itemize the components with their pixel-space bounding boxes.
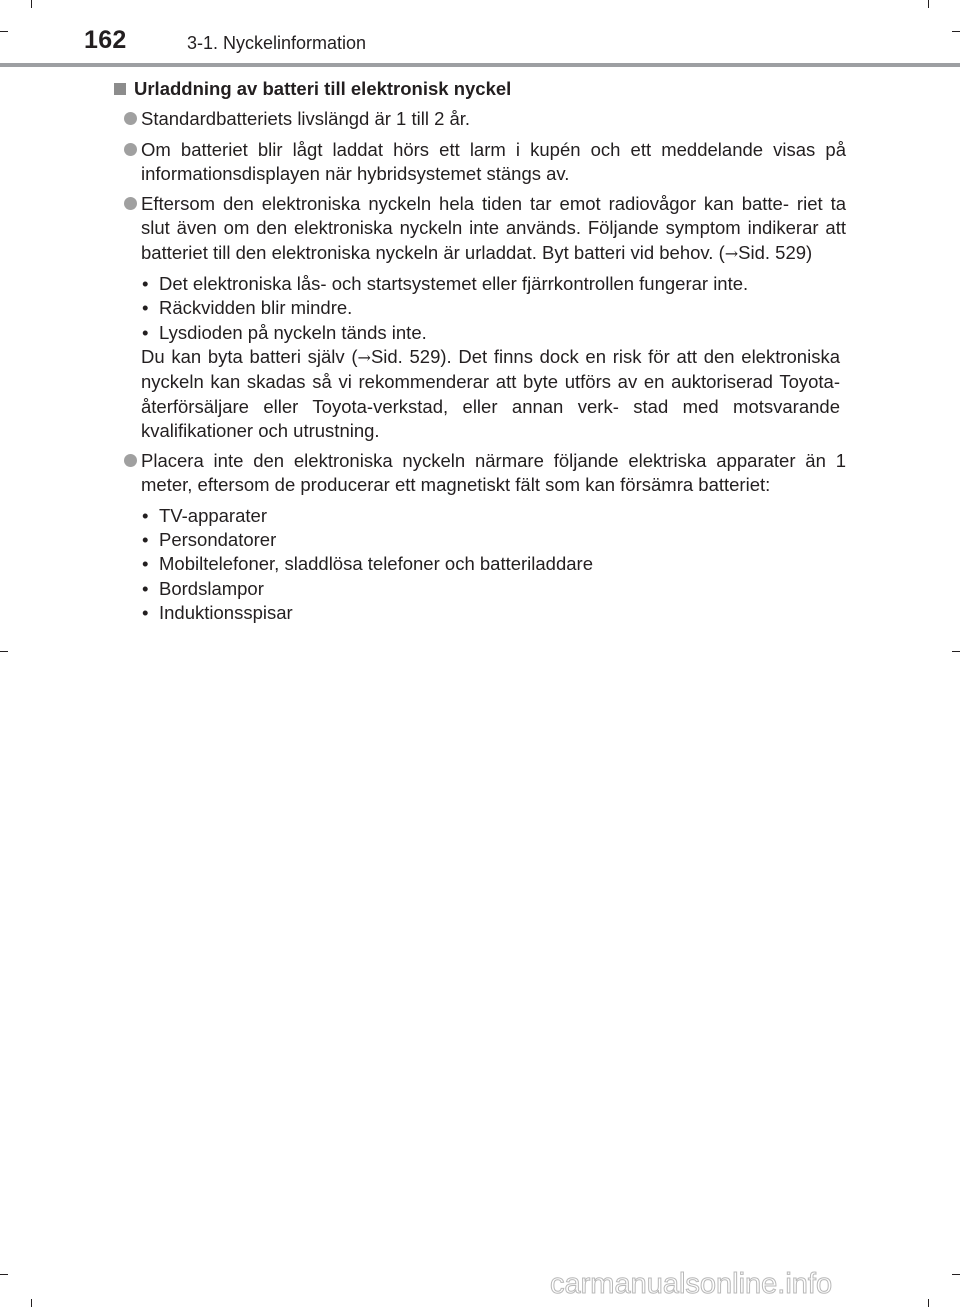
circle-bullet-icon — [124, 454, 137, 467]
crop-mark — [0, 1274, 8, 1275]
chapter-title: 3-1. Nyckelinformation — [187, 33, 367, 53]
dot-bullet-icon: • — [142, 504, 149, 526]
section-heading-text: Urladdning av batteri till elektronisk nyckel — [134, 78, 512, 99]
crop-mark — [928, 0, 929, 8]
dot-bullet-icon: • — [142, 577, 149, 599]
list-item-text: Eftersom den elektroniska nyckeln hela tiden tar emot radiovågor kan batte- riet ta slut även om den elektroniska nyckeln inte används. Följande symptom indikerar att batteriet till den elektroniska nyckeln är urladdat. Byt batteri vid behov. (→Sid. 529) — [141, 193, 846, 263]
list-item — [113, 107, 846, 131]
arrow-right-icon: → — [724, 243, 739, 263]
list-item-text: Placera inte den elektroniska nyckeln närmare följande elektriska apparater än 1 meter, eftersom de producerar ett magnetiskt fält som kan försämra batteriet: — [141, 450, 846, 496]
crop-mark — [0, 651, 8, 652]
section-heading — [113, 77, 846, 101]
crop-mark — [31, 1299, 32, 1307]
watermark — [548, 1266, 952, 1302]
dot-bullet-icon: • — [142, 297, 149, 319]
crop-mark — [952, 1274, 960, 1275]
list-item — [113, 449, 846, 625]
crop-mark — [0, 31, 8, 32]
sub-list-item: • Persondatorer — [141, 528, 846, 552]
sub-list-item: • Bordslampor — [141, 577, 846, 601]
dot-bullet-icon: • — [142, 553, 149, 575]
dot-bullet-icon: • — [142, 601, 149, 623]
list-item — [113, 192, 846, 443]
sub-list-item: • Lysdioden på nyckeln tänds inte. — [141, 321, 846, 345]
page-number: 162 — [84, 26, 127, 54]
crop-mark — [952, 31, 960, 32]
square-bullet-icon — [114, 83, 126, 95]
watermark-text: carmanualsonline.info — [550, 1268, 833, 1300]
appliance-list — [141, 504, 846, 625]
page-content — [113, 77, 846, 631]
circle-bullet-icon — [124, 197, 137, 210]
dot-bullet-icon: • — [142, 321, 149, 343]
list-item-text: Standardbatteriets livslängd är 1 till 2 år. — [141, 108, 471, 130]
dot-bullet-icon: • — [142, 273, 149, 295]
symptom-list — [141, 272, 846, 345]
sub-list-item: • Det elektroniska lås- och startsystemet eller fjärrkontrollen fungerar inte. — [141, 272, 846, 296]
header-rule — [0, 63, 960, 67]
sub-list-item: • TV-apparater — [141, 504, 846, 528]
crop-mark — [952, 651, 960, 652]
list-item-text: Om batteriet blir lågt laddat hörs ett larm i kupén och ett meddelande visas på informationsdisplayen när hybridsystemet stängs av. — [141, 138, 846, 184]
sub-list-item: • Räckvidden blir mindre. — [141, 296, 846, 320]
dot-bullet-icon: • — [142, 529, 149, 551]
sub-list-item: • Induktionsspisar — [141, 601, 846, 625]
arrow-right-icon: → — [357, 347, 371, 367]
crop-mark — [31, 0, 32, 8]
sub-list-item: • Mobiltelefoner, sladdlösa telefoner och batteriladdare — [141, 552, 846, 576]
list-item — [113, 138, 846, 187]
circle-bullet-icon — [124, 143, 137, 156]
circle-bullet-icon — [124, 112, 137, 125]
note-paragraph: Du kan byta batteri själv (→Sid. 529). Det finns dock en risk för att den elektroniska nyckeln kan skadas så vi rekommenderar att byte utförs av en auktoriserad Toyota-återförsäljare eller Toyota-verkstad, eller annan verk- stad med motsvarande kvalifikationer och utrustning. — [141, 345, 840, 441]
